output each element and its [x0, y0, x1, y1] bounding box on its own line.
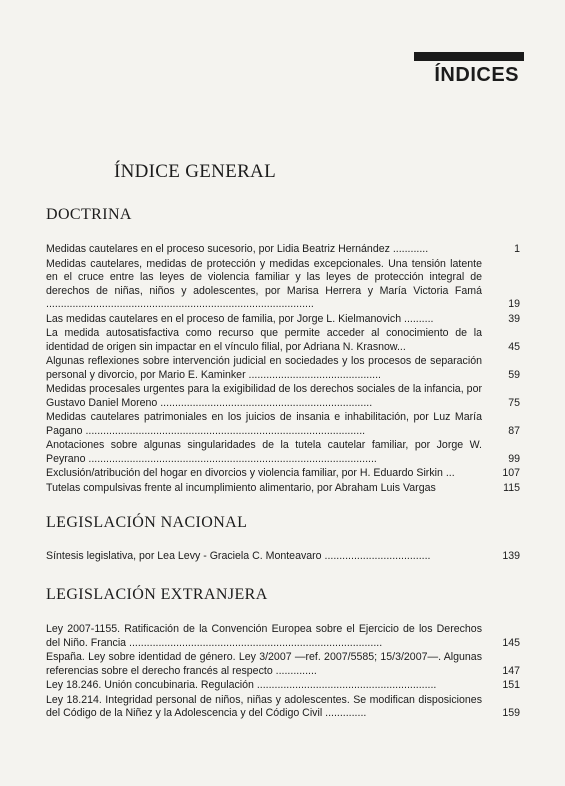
toc-entry[interactable]: [46, 411, 520, 438]
entry-title: Medidas cautelares en el proceso sucesorio, por Lidia Beatriz Hernández ............: [46, 243, 429, 255]
toc-entry[interactable]: [46, 467, 520, 481]
entry-title: Algunas reflexiones sobre intervención judicial en sociedades y los procesos de separación personal y divorcio, por Mario E. Kaminker .............................................: [46, 355, 482, 381]
entry-title: España. Ley sobre identidad de género. Ley 3/2007 —ref. 2007/5585; 15/3/2007—. Algunas referencias sobre el derecho francés al respecto ..............: [46, 651, 482, 677]
section-title-legislacion-nacional: LEGISLACIÓN NACIONAL: [46, 514, 248, 531]
entry-title: Ley 18.214. Integridad personal de niños, niñas y adolescentes. Se modifican disposiciones del Código de la Niñez y la Adolescencia y del Código Civil ..............: [46, 693, 482, 719]
entry-page: 75: [508, 396, 520, 409]
toc-entry[interactable]: [46, 243, 520, 257]
section-title-doctrina: DOCTRINA: [46, 206, 132, 223]
entry-page: 99: [508, 452, 520, 465]
entry-title: Anotaciones sobre algunas singularidades de la tutela cautelar familiar, por Jorge W. Peyrano ..................................................................................................: [46, 439, 482, 465]
header-rule: [414, 52, 524, 61]
toc-entry[interactable]: [46, 383, 520, 410]
entry-title: Medidas cautelares patrimoniales en los juicios de insania e inhabilitación, por Luz María Pagano ...............................................................................................: [46, 411, 482, 437]
section-entries-legislacion-extranjera: [46, 623, 520, 721]
section-entries-doctrina: [46, 243, 520, 495]
toc-entry[interactable]: [46, 651, 520, 678]
entry-page: 115: [503, 481, 520, 494]
entry-page: 159: [502, 707, 520, 719]
entry-page: 59: [508, 368, 520, 381]
entry-page: 145: [502, 636, 520, 649]
entry-title: Tutelas compulsivas frente al incumplimiento alimentario, por Abraham Luis Vargas: [46, 481, 436, 494]
index-title: ÍNDICE GENERAL: [114, 161, 276, 182]
entry-title: Exclusión/atribución del hogar en divorcios y violencia familiar, por H. Eduardo Sirkin ...: [46, 467, 455, 479]
entry-page: 39: [508, 312, 520, 325]
entry-title: Ley 2007-1155. Ratificación de la Convención Europea sobre el Ejercicio de los Derechos del Niño. Francia ......................................................................................: [46, 623, 482, 649]
toc-entry[interactable]: [46, 327, 520, 354]
entry-title: La medida autosatisfactiva como recurso que permite acceder al conocimiento de la identidad de origen sin impactar en el vínculo filial, por Adriana N. Krasnow...: [46, 327, 482, 353]
entry-page: 19: [508, 298, 520, 310]
entry-title: Síntesis legislativa, por Lea Levy - Graciela C. Monteavaro ....................................: [46, 550, 431, 562]
page-title: ÍNDICES: [434, 64, 519, 86]
toc-entry[interactable]: [46, 694, 520, 721]
entry-title: Las medidas cautelares en el proceso de familia, por Jorge L. Kielmanovich ..........: [46, 312, 434, 325]
toc-entry[interactable]: [46, 355, 520, 382]
entry-page: 139: [502, 550, 520, 562]
entry-page: 1: [514, 243, 520, 255]
entry-page: 87: [508, 424, 520, 437]
entry-page: 147: [502, 664, 520, 677]
entry-page: 107: [502, 467, 520, 479]
entry-title: Medidas cautelares, medidas de protección y medidas excepcionales. Una tensión latente en el cruce entre las leyes de violencia familiar y las leyes de protección integral de derechos de niñas, niños y adolescentes, por Marisa Herrera y María Victoria Famá ...........................................................................................: [46, 257, 482, 310]
entry-page: 45: [508, 340, 520, 353]
entry-title: Ley 18.246. Unión concubinaria. Regulación .............................................................: [46, 679, 437, 691]
toc-entry[interactable]: [46, 623, 520, 650]
toc-entry[interactable]: [46, 258, 520, 312]
toc-entry[interactable]: [46, 313, 520, 327]
toc-entry[interactable]: [46, 550, 520, 564]
section-title-legislacion-extranjera: LEGISLACIÓN EXTRANJERA: [46, 586, 268, 603]
toc-entry[interactable]: [46, 439, 520, 466]
section-entries-legislacion-nacional: [46, 550, 520, 564]
toc-entry[interactable]: [46, 482, 520, 496]
entry-page: 151: [502, 679, 520, 691]
toc-entry[interactable]: [46, 679, 520, 693]
entry-title: Medidas procesales urgentes para la exigibilidad de los derechos sociales de la infancia, por Gustavo Daniel Moreno ........................................................................: [46, 383, 482, 409]
